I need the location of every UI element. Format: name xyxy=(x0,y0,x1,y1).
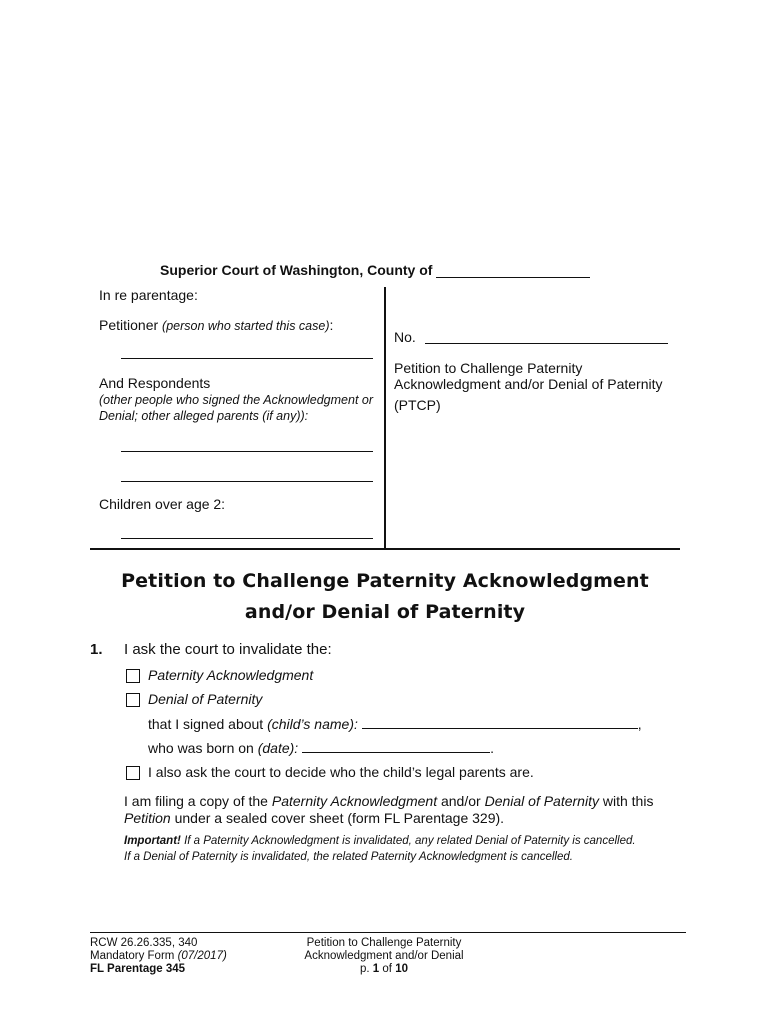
filing-statement-line-1: I am filing a copy of the Paternity Acknowledgment and/or Denial of Paternity with this xyxy=(124,793,654,809)
footer-form-id: FL Parentage 345 xyxy=(90,963,186,975)
decide-legal-parents-label: I also ask the court to decide who the child’s legal parents are. xyxy=(148,764,534,780)
paternity-acknowledgment-checkbox[interactable] xyxy=(126,669,140,683)
important-note-2: If a Denial of Paternity is invalidated, the related Paternity Acknowledgment is cancelled. xyxy=(124,851,573,863)
footer-center-line-2: Acknowledgment and/or Denial xyxy=(304,950,464,962)
decide-legal-parents-checkbox[interactable] xyxy=(126,766,140,780)
county-field[interactable] xyxy=(436,263,590,278)
petitioner-label: Petitioner (person who started this case): xyxy=(99,317,334,333)
footer-page-number: p. 1 of 10 xyxy=(360,963,408,975)
footer-left xyxy=(90,937,227,976)
children-label: Children over age 2: xyxy=(99,496,226,512)
section-number: 1. xyxy=(90,641,103,658)
in-re-label: In re parentage: xyxy=(99,287,198,303)
section-intro: I ask the court to invalidate the: xyxy=(124,641,332,658)
birth-date-row: who was born on (date): . xyxy=(148,740,494,756)
caption-divider xyxy=(384,287,386,549)
footer-mandatory: Mandatory Form (07/2017) xyxy=(90,950,227,962)
respondents-label: And Respondents xyxy=(99,375,211,391)
form-title-line-2: and/or Denial of Paternity xyxy=(244,601,526,623)
paternity-acknowledgment-label: Paternity Acknowledgment xyxy=(148,667,314,683)
important-note-1: Important! If a Paternity Acknowledgment is invalidated, any related Denial of Paternity is cancelled. xyxy=(124,835,636,847)
filing-statement-line-2: Petition under a sealed cover sheet (form FL Parentage 329). xyxy=(124,810,505,826)
petitioner-name-field[interactable] xyxy=(121,358,373,359)
child-name-row: that I signed about (child’s name): , xyxy=(148,716,642,732)
respondent-name-field-1[interactable] xyxy=(121,451,373,452)
child-name-field[interactable] xyxy=(362,716,638,729)
denial-of-paternity-label: Denial of Paternity xyxy=(148,691,263,707)
respondent-name-field-2[interactable] xyxy=(121,481,373,482)
court-heading xyxy=(160,262,590,278)
footer-center-line-1: Petition to Challenge Paternity xyxy=(306,937,462,949)
denial-of-paternity-checkbox[interactable] xyxy=(126,693,140,707)
birth-date-field[interactable] xyxy=(302,740,490,753)
doc-title-line-2: Acknowledgment and/or Denial of Paternity xyxy=(394,376,663,392)
case-number-label: No. xyxy=(394,329,416,345)
court-label: Superior Court of Washington, County of xyxy=(160,262,433,278)
respondents-note-2: Denial; other alleged parents (if any)): xyxy=(99,409,309,423)
children-name-field[interactable] xyxy=(121,538,373,539)
respondents-note-1: (other people who signed the Acknowledgment or xyxy=(99,393,374,407)
form-title-line-1: Petition to Challenge Paternity Acknowledgment xyxy=(121,570,649,592)
footer-rcw: RCW 26.26.335, 340 xyxy=(90,937,198,949)
footer-rule xyxy=(90,932,686,933)
footer-center xyxy=(284,937,484,976)
case-number-field[interactable] xyxy=(425,343,668,344)
doc-code: (PTCP) xyxy=(394,397,441,413)
doc-title-line-1: Petition to Challenge Paternity xyxy=(394,360,583,376)
caption-bottom-rule xyxy=(90,548,680,550)
